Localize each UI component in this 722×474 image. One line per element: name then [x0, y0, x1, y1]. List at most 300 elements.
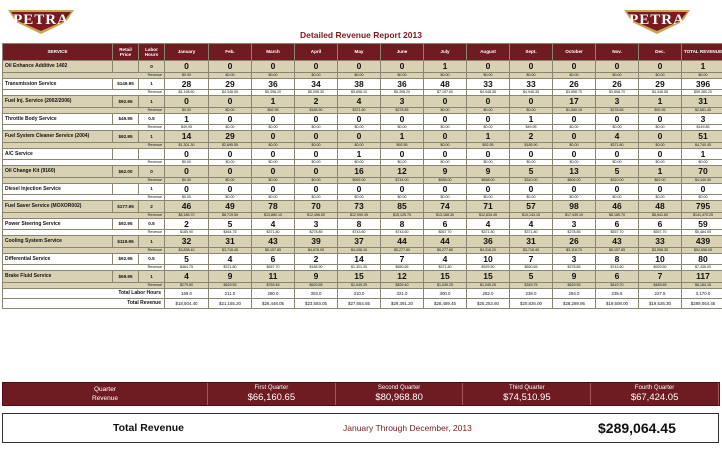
month-revenue: $0.00	[467, 72, 510, 78]
month-count: 17	[553, 96, 596, 108]
month-count: 0	[639, 131, 682, 143]
month-revenue: $0.00	[252, 177, 295, 183]
quarter-name: First Quarter	[254, 385, 289, 391]
month-revenue: $992.00	[338, 177, 381, 183]
total-revenue-value: $23,593.05	[295, 298, 338, 308]
month-revenue: $0.00	[510, 160, 553, 166]
column-header: Sept.	[510, 44, 553, 61]
month-revenue: $49.95	[510, 125, 553, 131]
month-count: 0	[338, 113, 381, 125]
month-revenue: $744.00	[381, 177, 424, 183]
labor-hours: 1	[139, 183, 165, 195]
month-revenue: $0.00	[596, 160, 639, 166]
month-count: 0	[381, 113, 424, 125]
month-count: 9	[295, 271, 338, 283]
total-labor-row	[3, 288, 722, 298]
month-count: 439	[682, 236, 722, 248]
month-count: 70	[295, 201, 338, 213]
month-revenue: $1,301.30	[338, 265, 381, 271]
month-revenue: $650.65	[381, 265, 424, 271]
total-revenue-label: Total Revenue	[3, 298, 165, 308]
total-revenue-value: $28,489.45	[424, 298, 467, 308]
labor-hours: 0	[139, 61, 165, 73]
service-row	[3, 61, 722, 73]
column-header: May	[338, 44, 381, 61]
month-count: 6	[424, 218, 467, 230]
labor-hours: 0.5	[139, 218, 165, 230]
quarter-value: $67,424.05	[630, 392, 679, 403]
month-revenue: $0.00	[165, 107, 209, 113]
month-count: 7	[510, 253, 553, 265]
quarter-value: $66,160.65	[247, 392, 296, 403]
month-revenue: $371.80	[252, 230, 295, 236]
month-revenue: $3,898.70	[553, 90, 596, 96]
month-count: 26	[553, 78, 596, 90]
month-revenue: $0.00	[596, 125, 639, 131]
service-row	[3, 148, 722, 160]
labor-hours: 0.5	[139, 113, 165, 125]
month-count: 48	[639, 201, 682, 213]
month-revenue: $0.00	[209, 72, 252, 78]
month-count: 9	[209, 271, 252, 283]
month-count: 0	[209, 61, 252, 73]
revenue-row-label: Revenue	[3, 177, 165, 183]
month-revenue: $0.00	[209, 177, 252, 183]
total-revenue-value: $25,253.60	[467, 298, 510, 308]
month-count: 5	[596, 166, 639, 178]
month-revenue: $5,398.20	[381, 90, 424, 96]
month-count: 51	[682, 131, 722, 143]
total-labor-value: 3,170.0	[682, 288, 722, 298]
month-revenue: $185.90	[295, 265, 338, 271]
total-revenue-value: $27,654.55	[338, 298, 381, 308]
month-count: 4	[510, 218, 553, 230]
month-count: 46	[165, 201, 209, 213]
retail-price	[113, 148, 139, 160]
labor-hours: 2	[139, 201, 165, 213]
month-revenue: $743.60	[381, 230, 424, 236]
total-labor-value: 310.0	[338, 288, 381, 298]
month-revenue: $0.00	[682, 160, 722, 166]
month-revenue: $839.40	[381, 282, 424, 288]
month-count: 29	[639, 78, 682, 90]
month-revenue: $4,438.15	[338, 247, 381, 253]
month-count: 4	[467, 218, 510, 230]
month-revenue: $4,318.20	[467, 247, 510, 253]
month-count: 1	[252, 96, 295, 108]
month-count: 3	[381, 96, 424, 108]
month-count: 32	[165, 236, 209, 248]
month-count: 0	[639, 61, 682, 73]
month-count: 6	[639, 218, 682, 230]
quarter-revenue-strip	[2, 382, 720, 406]
revenue-row-label: Revenue	[3, 195, 165, 201]
column-header: June	[381, 44, 424, 61]
month-count: 0	[553, 183, 596, 195]
month-revenue: $4,340.00	[682, 177, 722, 183]
month-count: 85	[381, 201, 424, 213]
month-revenue: $310.00	[510, 177, 553, 183]
total-labor-value: 280.0	[252, 288, 295, 298]
service-row	[3, 236, 722, 248]
month-count: 1	[424, 61, 467, 73]
logo-text: PETRA	[629, 12, 685, 28]
retail-price: $49.95	[113, 113, 139, 125]
month-revenue: $0.00	[295, 125, 338, 131]
month-count: 12	[381, 271, 424, 283]
month-revenue: $0.00	[209, 160, 252, 166]
month-count: 0	[553, 131, 596, 143]
month-revenue: $0.00	[165, 177, 209, 183]
month-count: 57	[510, 201, 553, 213]
month-count: 48	[424, 78, 467, 90]
month-revenue: $5,484.05	[682, 230, 722, 236]
month-count: 38	[338, 78, 381, 90]
month-revenue: $59,380.20	[682, 90, 722, 96]
total-labor-value: 211.0	[209, 288, 252, 298]
column-header: Labor Hours	[139, 44, 165, 61]
month-count: 10	[639, 253, 682, 265]
month-revenue: $557.70	[424, 230, 467, 236]
month-count: 4	[165, 271, 209, 283]
month-revenue: $0.00	[596, 195, 639, 201]
month-revenue: $743.60	[338, 230, 381, 236]
month-revenue: $52,658.05	[682, 247, 722, 253]
month-count: 0	[338, 183, 381, 195]
month-count: 0	[381, 148, 424, 160]
month-count: 1	[467, 131, 510, 143]
month-count: 33	[467, 78, 510, 90]
column-header: April	[295, 44, 338, 61]
month-count: 31	[209, 236, 252, 248]
month-count: 4	[424, 253, 467, 265]
month-count: 0	[209, 148, 252, 160]
month-revenue: $558.00	[424, 177, 467, 183]
month-revenue: $4,198.60	[165, 90, 209, 96]
total-labor-value: 238.0	[510, 288, 553, 298]
column-header: July	[424, 44, 467, 61]
month-count: 4	[596, 131, 639, 143]
month-count: 0	[209, 183, 252, 195]
month-revenue: $0.00	[639, 125, 682, 131]
month-count: 29	[209, 131, 252, 143]
month-count: 0	[295, 183, 338, 195]
service-name: A/C Service	[3, 148, 113, 160]
month-count: 6	[596, 271, 639, 283]
column-header: January	[165, 44, 209, 61]
month-count: 0	[295, 61, 338, 73]
month-count: 9	[553, 271, 596, 283]
month-count: 31	[510, 236, 553, 248]
month-revenue: $650.65	[510, 265, 553, 271]
retail-price: $92.95	[113, 253, 139, 265]
month-count: 7	[381, 253, 424, 265]
month-revenue: $4,348.55	[209, 90, 252, 96]
month-count: 0	[165, 183, 209, 195]
month-revenue: $0.00	[510, 72, 553, 78]
month-revenue: $1,301.30	[165, 142, 209, 148]
service-row	[3, 166, 722, 178]
month-count: 117	[682, 271, 722, 283]
revenue-table-wrapper	[2, 43, 720, 309]
month-revenue: $0.00	[295, 195, 338, 201]
month-revenue: $3,718.45	[209, 247, 252, 253]
month-revenue: $4,948.35	[510, 90, 553, 96]
retail-price: $92.95	[113, 218, 139, 230]
month-count: 0	[165, 61, 209, 73]
total-revenue-value: $19,508.00	[596, 298, 639, 308]
month-revenue: $557.70	[596, 230, 639, 236]
month-revenue: $12,990.35	[338, 212, 381, 218]
month-count: 71	[467, 201, 510, 213]
month-count: 2	[165, 218, 209, 230]
month-revenue: $558.00	[467, 177, 510, 183]
month-revenue: $12,634.45	[467, 212, 510, 218]
month-count: 0	[639, 183, 682, 195]
month-count: 0	[510, 148, 553, 160]
labor-hours: 0.5	[139, 253, 165, 265]
month-count: 73	[338, 201, 381, 213]
month-revenue: $0.00	[510, 107, 553, 113]
quarter-label-top: Quarter	[93, 386, 117, 393]
revenue-row-label: Revenue	[3, 90, 165, 96]
retail-price: $119.95	[113, 236, 139, 248]
labor-hours	[139, 148, 165, 160]
month-count: 4	[209, 253, 252, 265]
month-count: 0	[553, 61, 596, 73]
month-revenue: $0.00	[165, 160, 209, 166]
month-revenue: $743.60	[596, 265, 639, 271]
month-revenue: $929.50	[639, 265, 682, 271]
month-revenue: $557.70	[639, 230, 682, 236]
month-revenue: $0.00	[338, 160, 381, 166]
retail-price: $62.00	[113, 166, 139, 178]
month-revenue: $349.75	[510, 282, 553, 288]
month-count: 0	[424, 96, 467, 108]
month-revenue: $62.00	[639, 177, 682, 183]
service-name: Transmission Service	[3, 78, 113, 90]
month-revenue: $0.00	[682, 72, 722, 78]
month-revenue: $0.00	[381, 195, 424, 201]
month-revenue: $0.00	[639, 160, 682, 166]
month-revenue: $929.50	[467, 265, 510, 271]
month-revenue: $310.00	[596, 177, 639, 183]
month-count: 29	[209, 78, 252, 90]
month-revenue: $5,398.20	[252, 90, 295, 96]
total-revenue-value: $29,391.20	[381, 298, 424, 308]
month-count: 0	[209, 166, 252, 178]
labor-hours: 1	[139, 131, 165, 143]
month-count: 0	[165, 148, 209, 160]
revenue-row-label: Revenue	[3, 212, 165, 218]
month-count: 8	[596, 253, 639, 265]
month-revenue: $3,958.35	[639, 247, 682, 253]
month-count: 11	[252, 271, 295, 283]
month-revenue: $0.00	[553, 142, 596, 148]
month-count: 34	[295, 78, 338, 90]
month-count: 0	[596, 183, 639, 195]
revenue-table	[2, 43, 722, 309]
month-count: 12	[381, 166, 424, 178]
month-revenue: $0.00	[295, 177, 338, 183]
month-revenue: $15,125.75	[381, 212, 424, 218]
month-revenue: $0.00	[295, 142, 338, 148]
month-count: 70	[682, 166, 722, 178]
labor-hours: 1	[139, 271, 165, 283]
month-count: 1	[682, 61, 722, 73]
revenue-row-label: Revenue	[3, 72, 165, 78]
month-count: 0	[252, 166, 295, 178]
month-count: 43	[596, 236, 639, 248]
month-revenue: $557.70	[252, 265, 295, 271]
month-revenue: $629.55	[553, 282, 596, 288]
month-count: 0	[596, 61, 639, 73]
month-revenue: $0.00	[252, 72, 295, 78]
month-revenue: $419.70	[596, 282, 639, 288]
month-revenue: $4,948.35	[467, 90, 510, 96]
month-revenue: $0.00	[467, 107, 510, 113]
month-revenue: $0.00	[553, 195, 596, 201]
service-name: Brake Fluid Service	[3, 271, 113, 283]
service-row	[3, 78, 722, 90]
month-count: 26	[553, 236, 596, 248]
service-row	[3, 131, 722, 143]
month-count: 31	[682, 96, 722, 108]
month-revenue: $4,740.45	[682, 142, 722, 148]
service-name: Oil Enhance Additive 1402	[3, 61, 113, 73]
month-count: 0	[338, 61, 381, 73]
month-revenue: $1,049.25	[467, 282, 510, 288]
month-revenue: $92.95	[381, 142, 424, 148]
month-count: 1	[639, 166, 682, 178]
month-revenue: $4,678.05	[295, 247, 338, 253]
month-count: 0	[553, 113, 596, 125]
service-row	[3, 183, 722, 195]
month-revenue: $0.00	[467, 195, 510, 201]
month-count: 0	[424, 148, 467, 160]
month-revenue: $0.00	[295, 160, 338, 166]
month-count: 0	[467, 183, 510, 195]
month-count: 0	[467, 96, 510, 108]
month-count: 1	[165, 113, 209, 125]
month-count: 0	[252, 61, 295, 73]
month-revenue: $371.80	[424, 265, 467, 271]
month-revenue: $0.00	[381, 160, 424, 166]
month-count: 0	[639, 148, 682, 160]
month-count: 36	[467, 236, 510, 248]
service-name: Oil Change Kit (9160)	[3, 166, 113, 178]
month-revenue: $0.00	[682, 195, 722, 201]
month-count: 5	[510, 166, 553, 178]
month-revenue: $371.80	[338, 107, 381, 113]
month-count: 33	[639, 236, 682, 248]
service-name: Cooling System Service	[3, 236, 113, 248]
quarter-label-bottom: Revenue	[91, 395, 118, 402]
month-revenue: $5,098.30	[295, 90, 338, 96]
month-revenue: $3,898.70	[596, 90, 639, 96]
revenue-row-label: Revenue	[3, 282, 165, 288]
service-name: Diesel Injection Service	[3, 183, 113, 195]
month-count: 0	[252, 131, 295, 143]
column-header: Feb.	[209, 44, 252, 61]
retail-price: $92.95	[113, 131, 139, 143]
month-revenue: $8,541.60	[639, 212, 682, 218]
month-revenue: $5,157.85	[596, 247, 639, 253]
column-header: SERVICE	[3, 44, 113, 61]
revenue-row-label: Revenue	[3, 107, 165, 113]
total-labor-value: 300.0	[424, 288, 467, 298]
month-count: 46	[596, 201, 639, 213]
quarter-label	[3, 383, 207, 405]
month-count: 44	[381, 236, 424, 248]
revenue-row-label: Revenue	[3, 142, 165, 148]
report-title: Detailed Revenue Report 2013	[300, 30, 422, 40]
month-revenue: $278.85	[596, 107, 639, 113]
month-count: 8	[381, 218, 424, 230]
month-count: 15	[467, 271, 510, 283]
month-revenue: $278.85	[381, 107, 424, 113]
month-count: 0	[252, 183, 295, 195]
quarter-4	[590, 383, 718, 405]
revenue-row-label: Revenue	[3, 125, 165, 131]
quarter-name: Third Quarter	[509, 385, 545, 391]
labor-hours: 0	[139, 166, 165, 178]
month-revenue: $185.90	[510, 142, 553, 148]
month-count: 78	[252, 201, 295, 213]
month-revenue: $185.90	[295, 107, 338, 113]
month-revenue: $8,185.70	[596, 212, 639, 218]
labor-hours: 1	[139, 78, 165, 90]
month-revenue: $371.80	[467, 230, 510, 236]
month-count: 0	[209, 96, 252, 108]
month-revenue: $0.00	[338, 195, 381, 201]
service-name: Throttle Body Service	[3, 113, 113, 125]
month-count: 0	[295, 113, 338, 125]
month-revenue: $0.00	[381, 72, 424, 78]
month-revenue: $5,277.80	[381, 247, 424, 253]
month-revenue: $0.00	[165, 195, 209, 201]
month-count: 0	[467, 148, 510, 160]
month-count: 0	[381, 61, 424, 73]
retail-price: $149.95	[113, 78, 139, 90]
retail-price	[113, 61, 139, 73]
month-count: 0	[338, 131, 381, 143]
total-revenue-value: $19,526.30	[639, 298, 682, 308]
quarter-2	[335, 383, 463, 405]
month-count: 6	[252, 253, 295, 265]
month-count: 0	[467, 61, 510, 73]
month-count: 1	[338, 148, 381, 160]
quarter-name: Fourth Quarter	[634, 385, 675, 391]
month-revenue: $1,580.15	[553, 107, 596, 113]
logo-text: PETRA	[13, 12, 69, 28]
month-count: 74	[424, 201, 467, 213]
month-revenue: $49.95	[165, 125, 209, 131]
month-revenue: $12,456.50	[295, 212, 338, 218]
month-count: 0	[682, 183, 722, 195]
month-revenue: $371.80	[596, 142, 639, 148]
month-revenue: $185.90	[165, 230, 209, 236]
month-count: 3	[553, 253, 596, 265]
month-count: 1	[682, 148, 722, 160]
month-revenue: $0.00	[424, 142, 467, 148]
month-count: 13	[553, 166, 596, 178]
month-revenue: $0.00	[553, 160, 596, 166]
month-count: 7	[639, 271, 682, 283]
month-count: 3	[295, 218, 338, 230]
month-revenue: $5,698.10	[338, 90, 381, 96]
month-revenue: $8,184.15	[682, 282, 722, 288]
